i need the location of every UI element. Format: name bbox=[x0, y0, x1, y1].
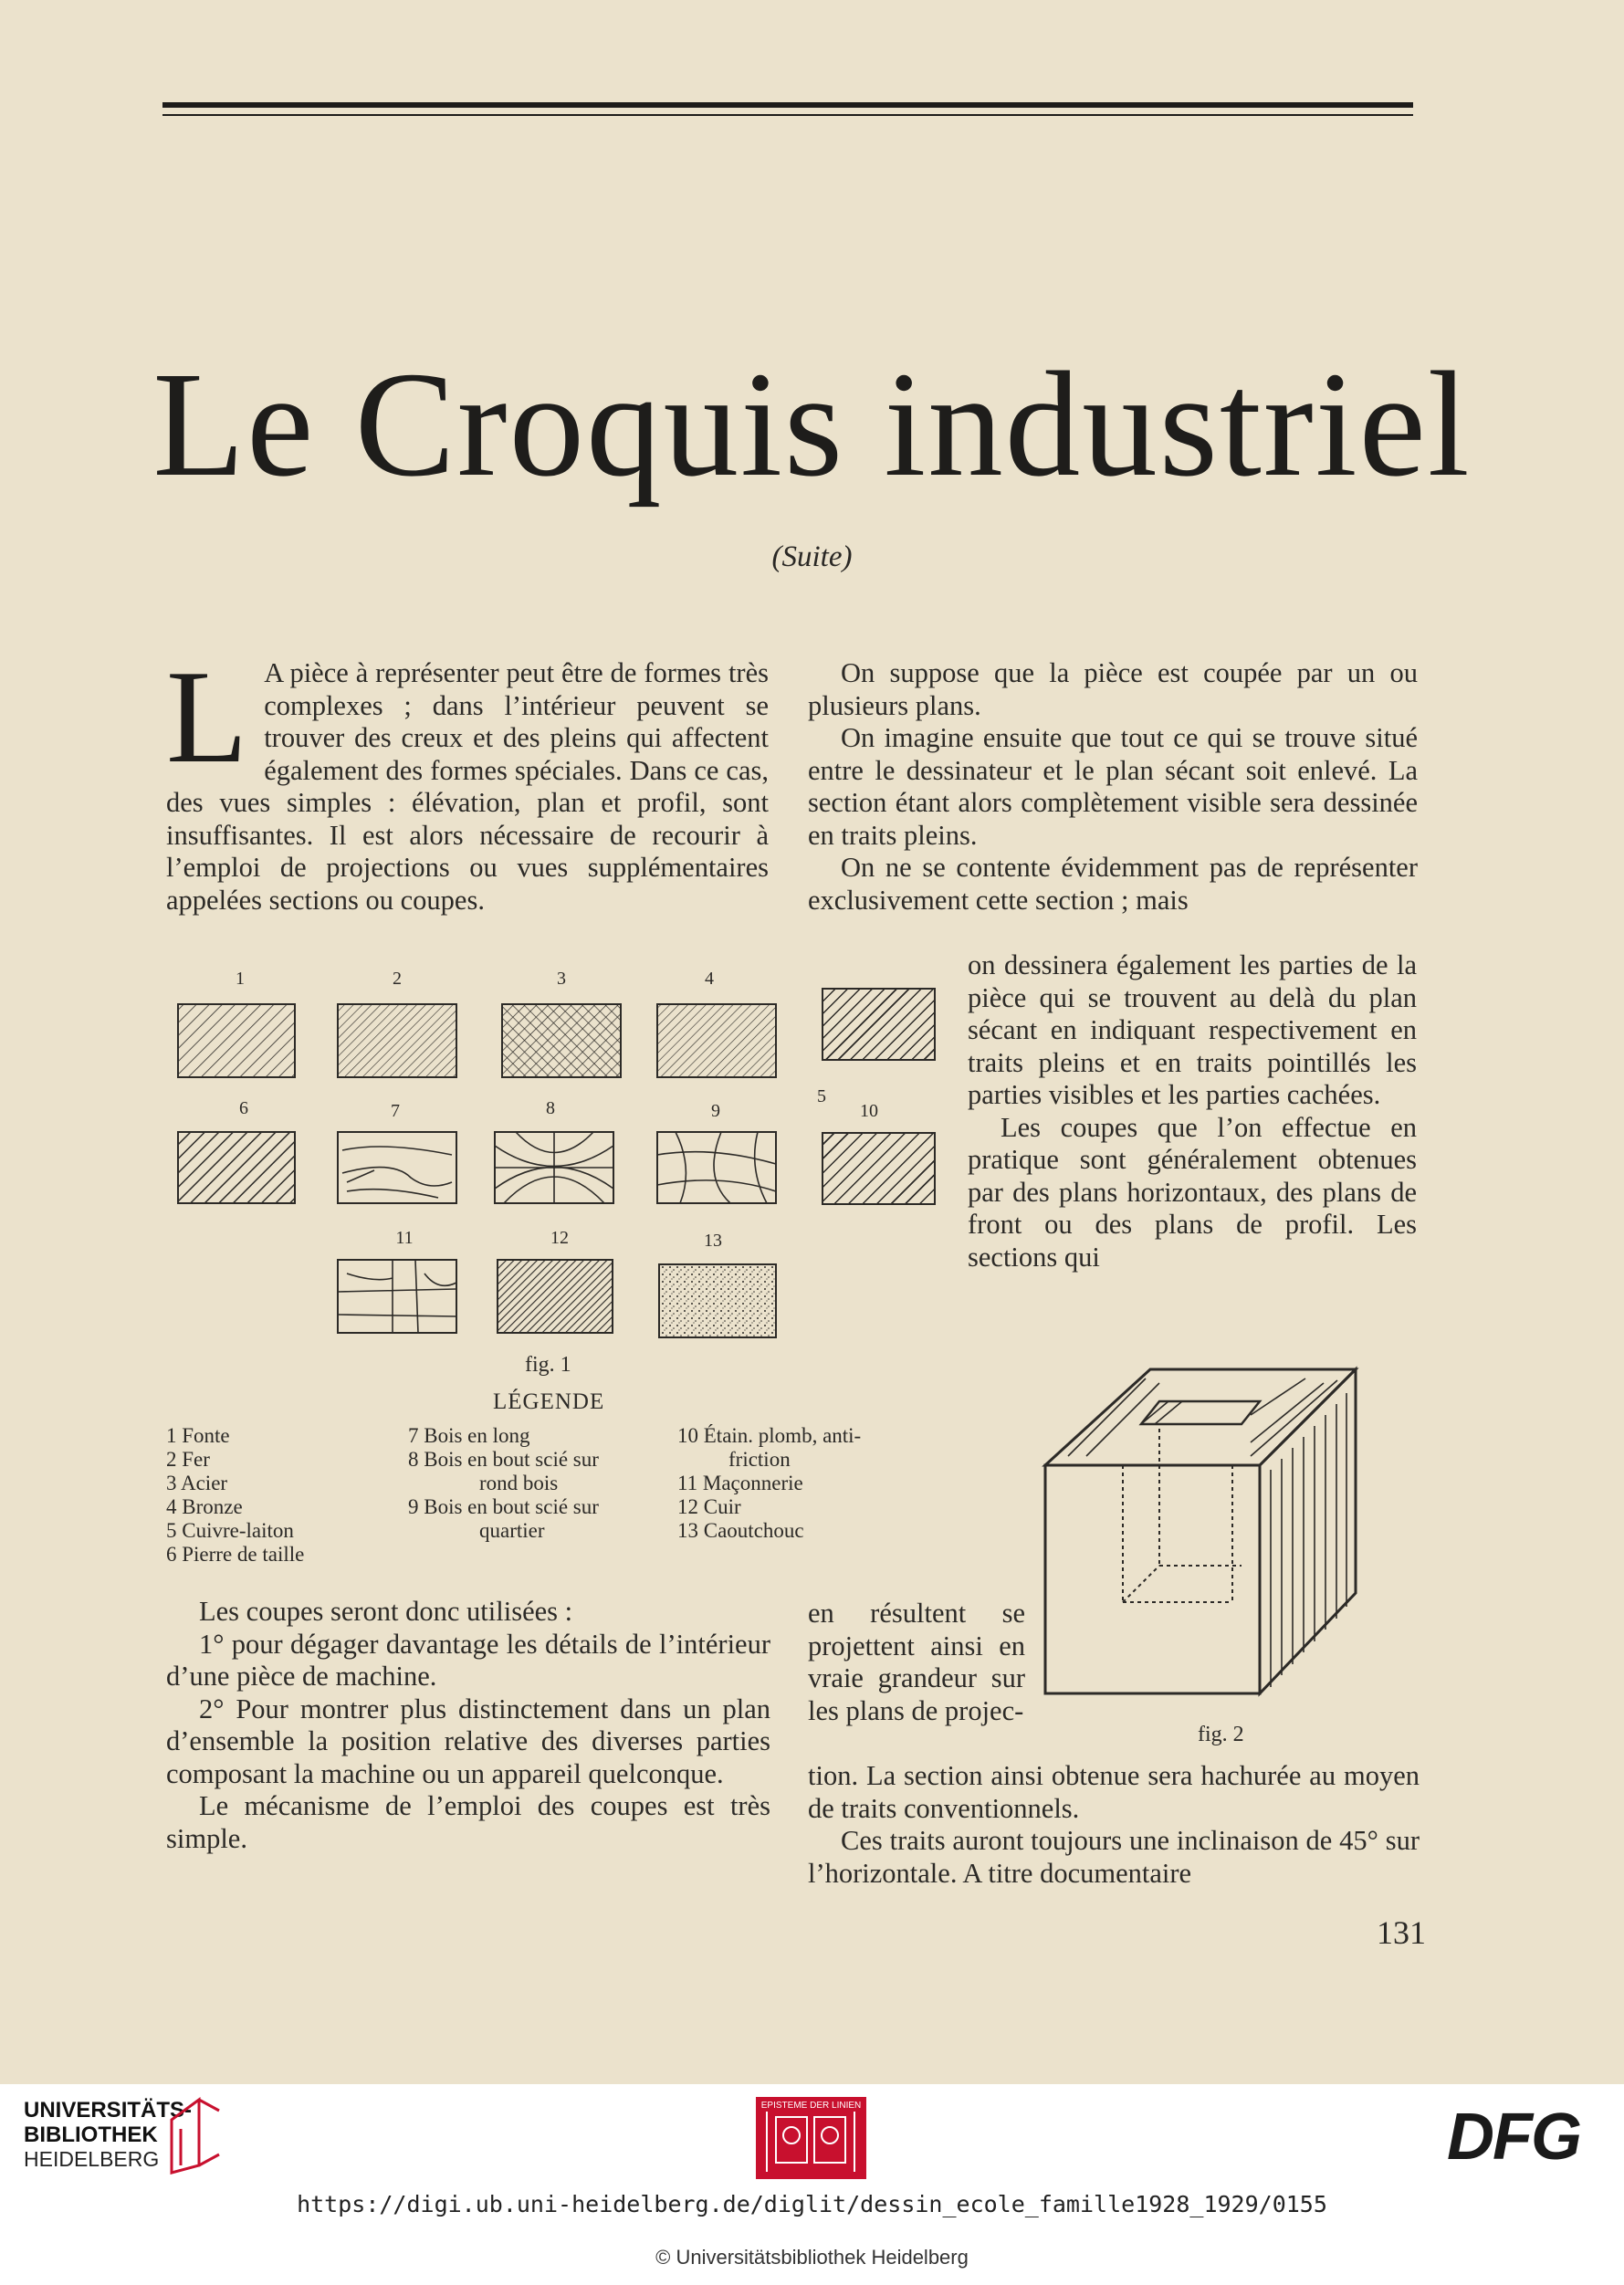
paragraph: 2° Pour montrer plus distinctement dans un plan d’ensemble la position relative des diverses parties composant la machine ou un appareil quelconque. bbox=[166, 1693, 770, 1789]
pattern-number: 8 bbox=[546, 1098, 555, 1118]
legend-column-1 bbox=[166, 1424, 304, 1567]
top-rule-thin bbox=[162, 114, 1413, 116]
right-column-bottom-narrow bbox=[808, 1598, 1025, 1727]
pattern-maconnerie bbox=[338, 1260, 456, 1333]
legend-item: 13 Caoutchouc bbox=[677, 1519, 804, 1542]
pattern-bronze bbox=[657, 1004, 776, 1077]
legend-item: friction bbox=[728, 1448, 791, 1471]
pattern-number: 5 bbox=[817, 1086, 826, 1106]
pattern-caoutchouc bbox=[659, 1264, 776, 1337]
pattern-number: 1 bbox=[236, 969, 245, 989]
episteme-logo-text: EPISTEME DER LINIEN bbox=[760, 2101, 862, 2111]
right-column-narrow bbox=[968, 949, 1417, 1274]
sectioned-block-figure bbox=[1032, 1360, 1365, 1716]
pattern-pierre bbox=[178, 1132, 295, 1203]
pattern-number: 2 bbox=[393, 969, 402, 989]
pattern-bois-quartier bbox=[657, 1132, 776, 1203]
pattern-number: 7 bbox=[391, 1101, 400, 1121]
pattern-number: 6 bbox=[239, 1098, 248, 1118]
library-name-line3: HEIDELBERG bbox=[24, 2147, 160, 2171]
legend-item: 5 Cuivre-laiton bbox=[166, 1519, 294, 1542]
copyright-notice: © Universitätsbibliothek Heidelberg bbox=[655, 2246, 969, 2269]
paragraph: Ces traits auront toujours une inclinaison de 45° sur l’horizontale. A titre documentaire bbox=[808, 1825, 1420, 1889]
paragraph: Les coupes que l’on effectue en pratique sont généralement obtenues par des plans horizontaux, des plans de front ou des plans de profil. Les sections qui bbox=[968, 1111, 1417, 1273]
figure2-caption: fig. 2 bbox=[1198, 1723, 1244, 1746]
left-column-top bbox=[166, 643, 769, 917]
pattern-number: 11 bbox=[395, 1228, 414, 1248]
library-mark-icon bbox=[162, 2092, 226, 2175]
episteme-logo[interactable] bbox=[756, 2097, 866, 2179]
page-number: 131 bbox=[1377, 1914, 1426, 1951]
pattern-number: 13 bbox=[704, 1231, 722, 1251]
permalink-url[interactable]: https://digi.ub.uni-heidelberg.de/diglit/dessin_ecole_famille1928_1929/0155 bbox=[297, 2191, 1327, 2217]
article-title: Le Croquis industriel bbox=[152, 341, 1472, 508]
legend-item: 6 Pierre de taille bbox=[166, 1543, 305, 1566]
pattern-number: 9 bbox=[711, 1101, 720, 1121]
legend-item: rond bois bbox=[479, 1472, 559, 1494]
legend-column-3 bbox=[677, 1424, 861, 1543]
right-column-top bbox=[808, 657, 1418, 917]
pattern-number: 12 bbox=[550, 1228, 569, 1248]
hatching-patterns-figure bbox=[164, 959, 803, 1388]
paragraph: On ne se contente évidemment pas de représenter exclusivement cette section ; mais bbox=[808, 852, 1418, 916]
drop-cap: L bbox=[166, 643, 248, 791]
figure1-caption: fig. 1 bbox=[525, 1353, 571, 1377]
left-column-bottom bbox=[166, 1596, 770, 1855]
legend-column-2 bbox=[408, 1424, 599, 1543]
paragraph: 1° pour dégager davantage les détails de l’intérieur d’une pièce de machine. bbox=[166, 1628, 770, 1692]
paragraph: tion. La section ainsi obtenue sera hachurée au moyen de traits conventionnels. bbox=[808, 1760, 1420, 1824]
paragraph: On suppose que la pièce est coupée par un ou plusieurs plans. bbox=[808, 657, 1418, 721]
pattern-number: 4 bbox=[705, 969, 714, 989]
pattern-acier bbox=[502, 1004, 621, 1077]
pattern-cuir bbox=[498, 1260, 613, 1333]
legend-item: 10 Étain. plomb, anti- bbox=[677, 1424, 862, 1447]
paragraph: On imagine ensuite que tout ce qui se trouve situé entre le dessinateur et le plan sécant soit enlevé. La section étant alors complètement visible sera dessinée en traits pleins. bbox=[808, 722, 1418, 851]
library-name-line1: UNIVERSITÄTS- bbox=[24, 2098, 193, 2123]
legend-title: LÉGENDE bbox=[493, 1389, 605, 1414]
legend-item: 7 Bois en long bbox=[408, 1424, 530, 1447]
legend-item: 9 Bois en bout scié sur bbox=[408, 1495, 599, 1518]
paragraph-intro: A pièce à représenter peut être de formes très complexes ; dans l’intérieur peuvent se trouver des creux et des pleins qui affectent également des formes spéciales. Dans ce cas, des vues simples : élévation, plan et profil, sont insuffisantes. Il est alors nécessaire de recourir à l’emploi de projections ou vues supplémentaires appelées sections ou coupes. bbox=[166, 657, 769, 916]
right-column-bottom bbox=[808, 1760, 1420, 1890]
pattern-number: 3 bbox=[557, 969, 566, 989]
pattern-number: 10 bbox=[860, 1101, 878, 1121]
legend-item: 8 Bois en bout scié sur bbox=[408, 1448, 599, 1471]
paragraph: en résultent se projettent ainsi en vraie grandeur sur les plans de projec- bbox=[808, 1598, 1025, 1726]
legend-item: 1 Fonte bbox=[166, 1424, 230, 1447]
paragraph: Les coupes seront donc utilisées : bbox=[199, 1596, 573, 1627]
pattern-fer bbox=[338, 1004, 456, 1077]
pattern-etain bbox=[822, 1132, 936, 1205]
paragraph: Le mécanisme de l’emploi des coupes est très simple. bbox=[166, 1790, 770, 1854]
pattern-fonte bbox=[178, 1004, 295, 1077]
article-subtitle: (Suite) bbox=[771, 540, 853, 573]
legend-item: 11 Maçonnerie bbox=[677, 1472, 803, 1494]
dfg-logo[interactable]: DFG bbox=[1447, 2101, 1580, 2174]
legend-item: 12 Cuir bbox=[677, 1495, 741, 1518]
legend-item: quartier bbox=[479, 1519, 545, 1542]
pattern-bois-long bbox=[338, 1132, 456, 1203]
legend-item: 4 Bronze bbox=[166, 1495, 243, 1518]
pattern-cuivre bbox=[822, 988, 936, 1061]
top-rule-thick bbox=[162, 102, 1413, 108]
legend-item: 3 Acier bbox=[166, 1472, 228, 1494]
legend-item: 2 Fer bbox=[166, 1448, 210, 1471]
paragraph: on dessinera également les parties de la pièce qui se trouvent au delà du plan sécant en indiquant respectivement en traits pleins et en traits pointillés les parties visibles et les parties cachées. bbox=[968, 949, 1417, 1110]
library-name-line2: BIBLIOTHEK bbox=[24, 2123, 158, 2147]
